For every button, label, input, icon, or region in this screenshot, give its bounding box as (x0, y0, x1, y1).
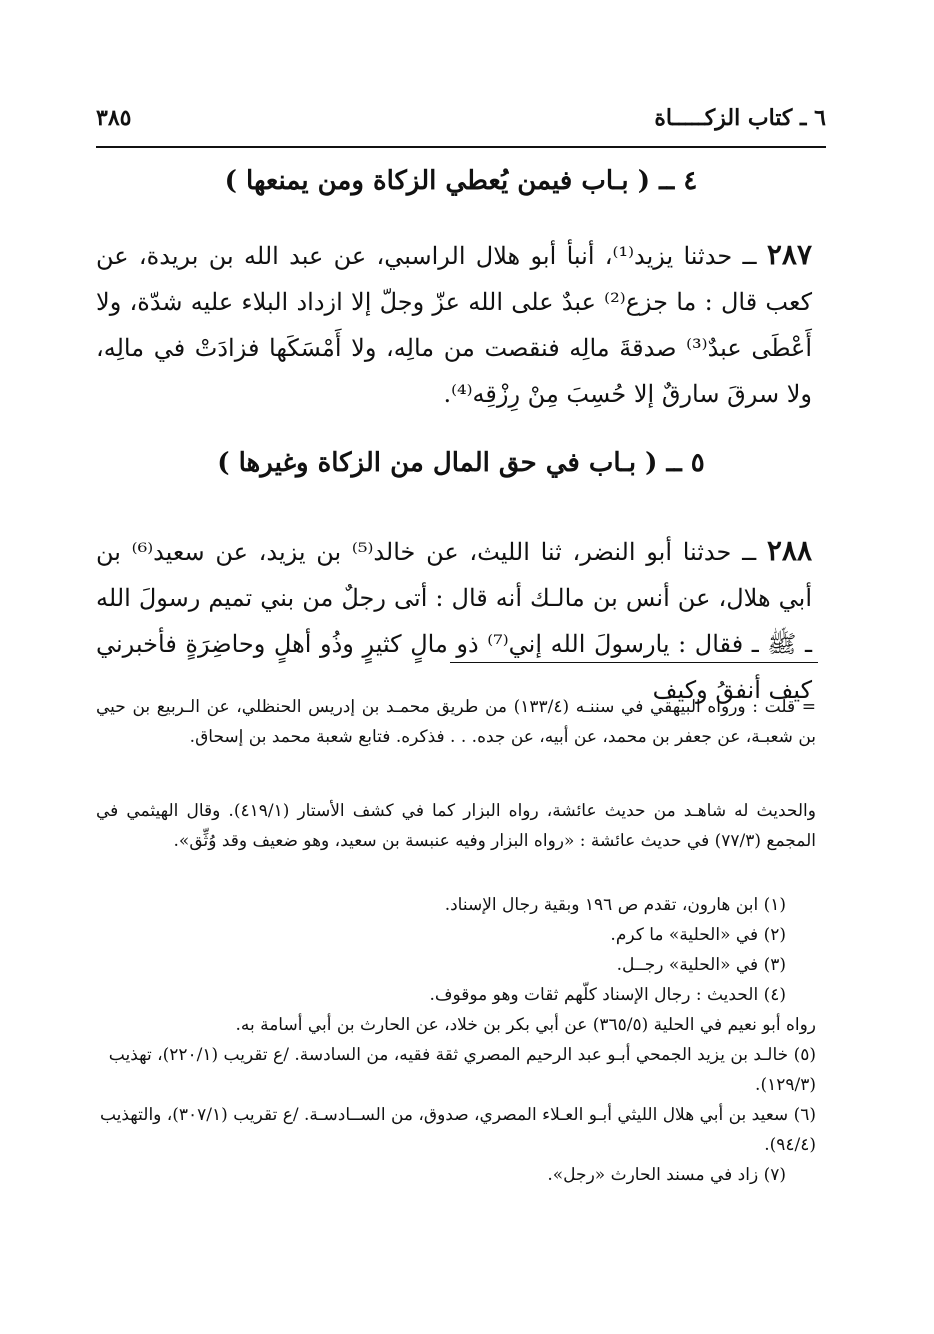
header-divider (96, 146, 826, 148)
footnote: (٢) في «الحلية» ما كرم. (610, 925, 786, 945)
hadith-number: ٢٨٨ (766, 534, 812, 567)
hadith-text: ــ حدثنا يزيد⁽¹⁾، أنبأ أبو هلال الراسبي، عن عبد الله بن بريدة، عن كعب قال : ما جزع⁽²⁾ عبدٌ على الله عزّ وجلّ إلا ازداد البلاء عليه شدّة، ولا أَعْطَى عبدٌ⁽³⁾ صدقةَ مالِه فنقصت من مالِه، ولا أَمْسَكَها فزادَتْ في مالِه، ولا سرقَ سارقٌ إلا حُسِبَ مِنْ رِزْقِه⁽⁴⁾. (96, 242, 813, 408)
page-number: ٣٨٥ (96, 105, 132, 131)
footnotes-list (96, 890, 816, 1190)
footnote: (٤) الحديث : رجال الإسناد كلّهم ثقات وهو موقوف. (429, 985, 786, 1005)
hadith-text: ــ حدثنا أبو النضر، ثنا الليث، عن خالد⁽⁵⁾ بن يزيد، عن سعيد⁽⁶⁾ بن أبي هلال، عن أنس بن مالـك أنه قال : أتى رجلٌ من بني تميم رسولَ الله ـ ﷺ ـ فقال : يارسولَ الله إني⁽⁷⁾ ذو مالٍ كثيرٍ وذُو أهلٍ وحاضِرَةٍ فأخبرني كيف أنفقُ وكيف (96, 538, 812, 704)
section-heading-5: ٥ ــ ( بـاب في حق المال من الزكاة وغيرها ) (217, 448, 705, 478)
footnote-divider (450, 662, 818, 663)
page-header (96, 98, 826, 138)
footnote: (٦) سعيد بن أبي هلال الليثي أبـو العـلاء المصري، صدوق، من الســادسـة. /ع تقريب (٣٠٧/١)، والتهذيب (٩٤/٤). (99, 1105, 816, 1155)
footnote: (٥) خالـد بن يزيد الجمحي أبـو عبد الرحيم المصري ثقة فقيه، من السادسة. /ع تقريب (٢٢٠/١)، تهذيب (١٢٩/٣). (108, 1045, 816, 1095)
hadith-287 (96, 232, 812, 417)
hadith-288 (96, 528, 812, 713)
footnote: (٧) زاد في مسند الحارث «رجل». (547, 1165, 786, 1185)
footnote-continuation: = قلت : ورواه البيهقي في سننـه (١٣٣/٤) من طريق محمـد بن إدريس الحنظلي، عن الـربيع بن حيي بن شعبـة، عن جعفر بن محمد، عن أبيه، عن جده. . . فذكره. فتابع شعبة محمد بن إسحاق. (96, 697, 816, 747)
footnote: رواه أبو نعيم في الحلية (٣٦٥/٥) عن أبي بكر بن خلاد، عن الحارث بن أبي أسامة به. (235, 1015, 816, 1035)
footnote: (٣) في «الحلية» رجــل. (616, 955, 786, 975)
running-title: ٦ ـ كتاب الزكـــــاة (654, 105, 826, 131)
footnote: (١) ابن هارون، تقدم ص ١٩٦ وبقية رجال الإسناد. (444, 895, 786, 915)
section-heading-4: ٤ ــ ( بـاب فيمن يُعطي الزكاة ومن يمنعها ) (224, 166, 698, 196)
footnote-continuation: والحديث له شاهـد من حديث عائشة، رواه البزار كما في كشف الأستار (٤١٩/١). وقال الهيثمي في المجمع (٧٧/٣) في حديث عائشة : «رواه البزار وفيه عنبسة بن سعيد، وهو ضعيف وقد وُثِّق». (96, 801, 816, 851)
hadith-number: ٢٨٧ (766, 238, 812, 271)
